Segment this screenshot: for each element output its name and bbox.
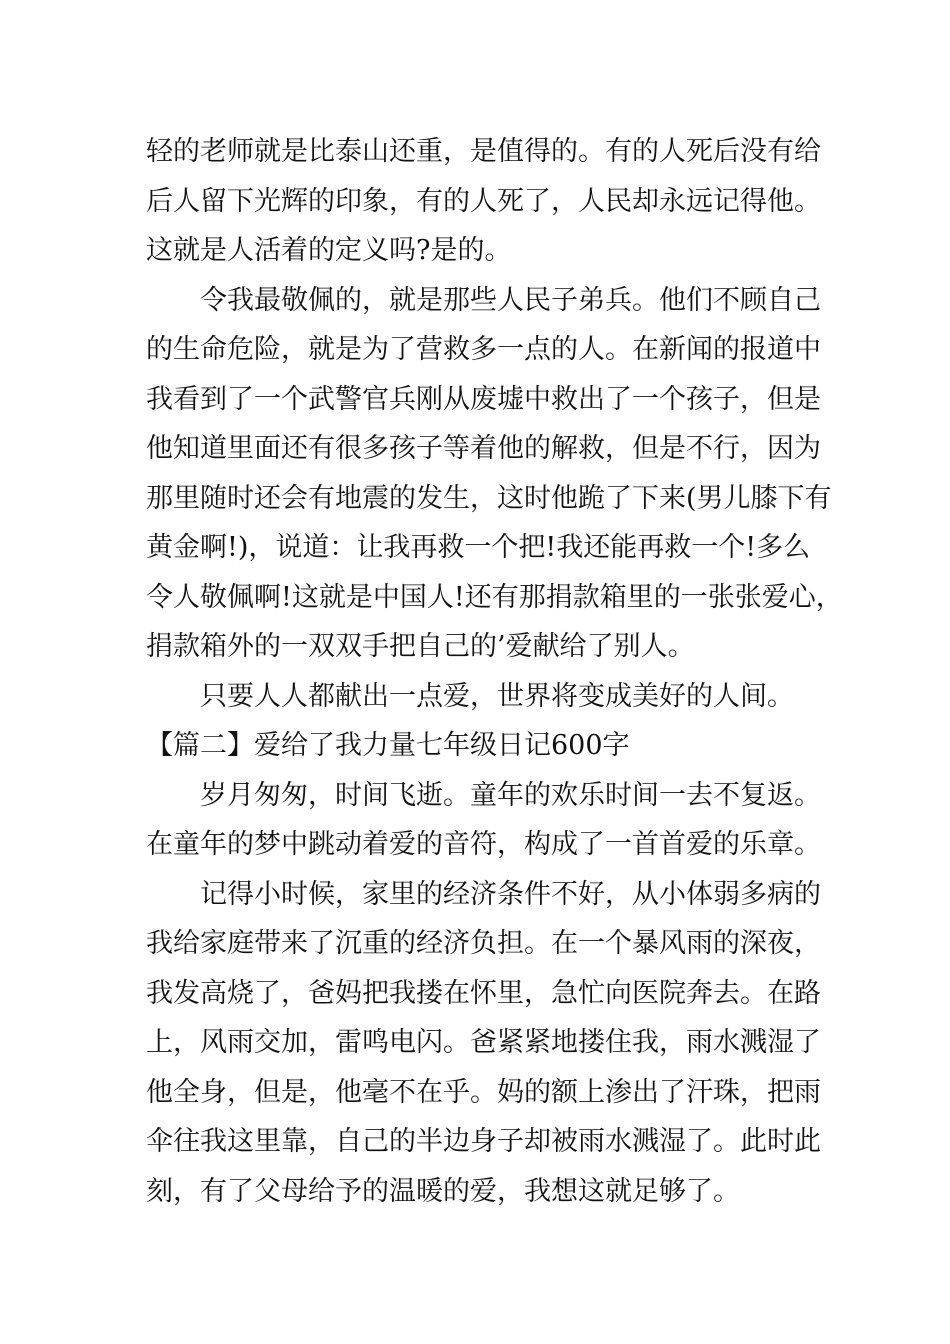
text-line: 我发高烧了，爸妈把我搂在怀里，急忙向医院奔去。在路 [146,977,821,1009]
text-line: 在童年的梦中跳动着爱的音符，构成了一首首爱的乐章。 [146,829,821,860]
paragraph-first-line: 只要人人都献出一点爱，世界将变成美好的人间。 [200,680,794,712]
paragraph-first-line: 记得小时候，家里的经济条件不好，从小体弱多病的 [200,878,821,910]
text-line: 这就是人活着的定义吗?是的。 [146,235,512,266]
text-line: 我给家庭带来了沉重的经济负担。在一个暴风雨的深夜， [146,928,821,959]
text-line: 上，风雨交加，雷鸣电闪。爸紧紧地搂住我，雨水溅湿了 [146,1027,821,1058]
paragraph-first-line: 岁月匆匆，时间飞逝。童年的欢乐时间一去不复返。 [200,779,821,811]
text-line: 刻，有了父母给予的温暖的爱，我想这就足够了。 [146,1175,740,1207]
text-line: 我看到了一个武警官兵刚从废墟中救出了一个孩子，但是 [146,383,821,415]
text-line: 他知道里面还有很多孩子等着他的解救，但是不行，因为 [146,433,821,464]
text-line: 他全身，但是，他毫不在乎。妈的额上渗出了汗珠，把雨 [146,1076,821,1108]
text-line: 伞往我这里靠，自己的半边身子却被雨水溅湿了。此时此 [146,1126,821,1157]
text-line: 捐款箱外的一双双手把自己的’爱献给了别人。 [146,631,695,662]
text-line: 黄金啊!)，说道：让我再救一个把!我还能再救一个!多么 [146,532,811,563]
text-line: 后人留下光辉的印象，有的人死了，人民却永远记得他。 [146,185,821,217]
text-line: 的生命危险，就是为了营救多一点的人。在新闻的报道中 [146,334,821,365]
text-line: 令人敬佩啊!这就是中国人!还有那捐款箱里的一张张爱心， [146,581,843,613]
text-line: 那里随时还会有地震的发生，这时他跪了下来(男儿膝下有 [146,482,832,514]
text-line: 轻的老师就是比泰山还重，是值得的。有的人死后没有给 [146,136,821,167]
section-heading: 【篇二】爱给了我力量七年级日记600字 [146,730,630,761]
document-body [146,127,846,1216]
paragraph-first-line: 令我最敬佩的，就是那些人民子弟兵。他们不顾自己 [200,284,821,316]
